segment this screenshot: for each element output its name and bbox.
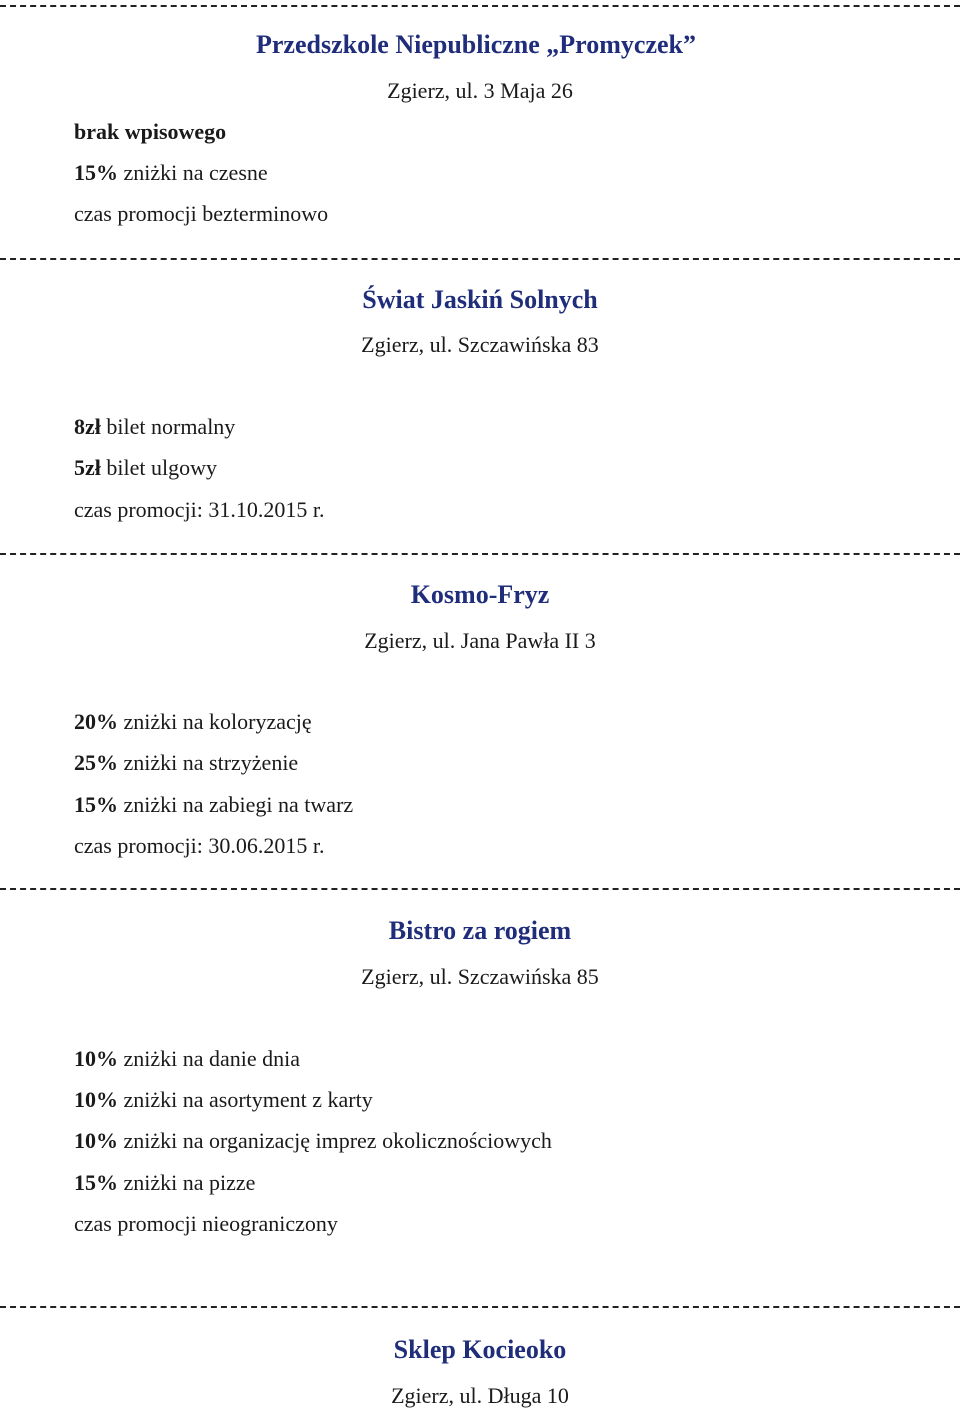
business-address: Zgierz, ul. 3 Maja 26 — [387, 78, 573, 103]
business-address: Zgierz, ul. Szczawińska 83 — [361, 332, 599, 357]
dashed-separator — [0, 888, 960, 890]
offer-value: 8zł — [74, 414, 101, 439]
offer-text: zniżki na koloryzację — [118, 709, 312, 734]
dashed-separator — [0, 5, 960, 7]
offer-text: zniżki na asortyment z karty — [118, 1087, 373, 1112]
offer-line — [74, 413, 235, 441]
offer-line — [74, 454, 217, 482]
business-name: Świat Jaskiń Solnych — [362, 285, 598, 314]
dashed-separator — [0, 258, 960, 260]
offer-text: zniżki na strzyżenie — [118, 750, 299, 775]
offer-text: czas promocji bezterminowo — [74, 201, 329, 226]
offer-line — [74, 118, 226, 146]
business-name: Bistro za rogiem — [388, 916, 572, 945]
business-name: Kosmo-Fryz — [410, 580, 550, 609]
offer-text: czas promocji: 31.10.2015 r. — [74, 497, 325, 522]
dashed-separator — [0, 553, 960, 555]
offer-line — [74, 1086, 373, 1114]
offer-line — [74, 749, 298, 777]
offer-value: 10% — [74, 1128, 118, 1153]
offer-line — [74, 791, 353, 819]
offer-text: bilet ulgowy — [100, 455, 217, 480]
promo-period — [74, 1210, 338, 1238]
offer-value: brak wpisowego — [74, 119, 227, 144]
business-address: Zgierz, ul. Szczawińska 85 — [361, 964, 599, 989]
offer-text: zniżki na zabiegi na twarz — [118, 792, 354, 817]
offer-line — [74, 708, 312, 736]
offer-line — [74, 159, 268, 187]
offer-value: 10% — [74, 1046, 118, 1071]
promo-period — [74, 200, 328, 228]
business-name: Sklep Kocieoko — [393, 1335, 567, 1364]
promo-period — [74, 832, 325, 860]
offer-value: 15% — [74, 1170, 118, 1195]
offer-text: zniżki na czesne — [118, 160, 268, 185]
offer-value: 15% — [74, 792, 118, 817]
offer-line — [74, 1127, 552, 1155]
offer-text: czas promocji nieograniczony — [74, 1211, 338, 1236]
offer-line — [74, 1045, 300, 1073]
offer-value: 5zł — [74, 455, 101, 480]
offer-text: czas promocji: 30.06.2015 r. — [74, 833, 325, 858]
offer-value: 15% — [74, 160, 118, 185]
dashed-separator — [0, 1306, 960, 1308]
offer-text: bilet normalny — [100, 414, 236, 439]
offer-value: 10% — [74, 1087, 118, 1112]
offer-text: zniżki na organizację imprez okolicznościowych — [118, 1128, 552, 1153]
business-address: Zgierz, ul. Jana Pawła II 3 — [364, 628, 596, 653]
offer-line — [74, 1169, 255, 1197]
offer-text: zniżki na pizze — [118, 1170, 256, 1195]
promo-period — [74, 496, 325, 524]
offer-text: zniżki na danie dnia — [118, 1046, 301, 1071]
offer-value: 20% — [74, 709, 118, 734]
business-address: Zgierz, ul. Długa 10 — [391, 1383, 569, 1408]
business-name: Przedszkole Niepubliczne „Promyczek” — [256, 30, 696, 59]
offer-value: 25% — [74, 750, 118, 775]
